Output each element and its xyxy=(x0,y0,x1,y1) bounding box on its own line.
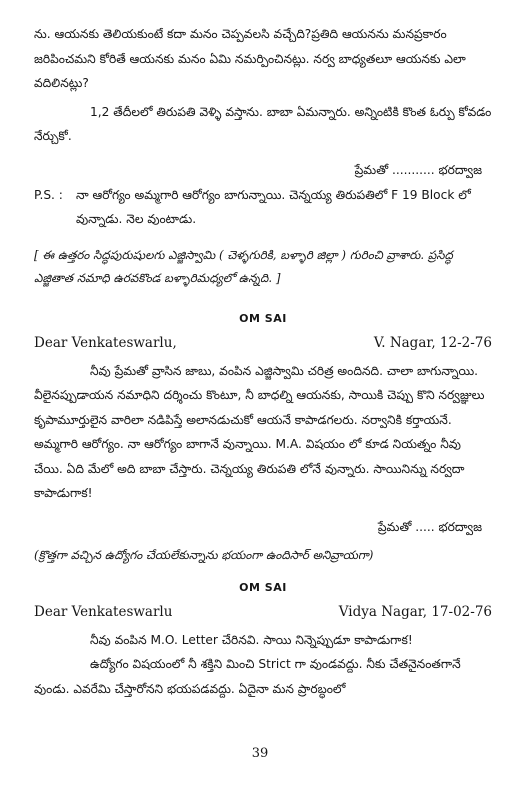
om-sai-heading-2: OM SAI xyxy=(239,580,287,594)
letter2-place-date: V. Nagar, 12-2-76 xyxy=(373,334,492,351)
om-sai-heading-1: OM SAI xyxy=(239,311,287,325)
letter1-body: ను. ఆయనకు తెలియకుంటే కదా మనం చెప్పవలసి వచ్చేది?ప్రతిది ఆయనను మనప్రకారం జరిపించమని కోరితే ఆయనకు మనం ఏమి నమర్పించినట్లు. నర్వ బాధ్యతలూ ఆయనకు ఎలా వదిలినట్లు? xyxy=(34,27,466,90)
postscript xyxy=(34,183,492,232)
letter3-place-date: Vidya Nagar, 17-02-76 xyxy=(338,603,492,620)
letter3-paragraph-2: ఉద్యోగం విషయంలో నీ శక్తిని మించి Strict గా వుండవద్దు. నీకు చేతనైనంతగానే వుండు. ఎవరేమి చేస్తారోనని భయపడవద్దు. ఏదైనా మన ప్రారబ్ధంలో xyxy=(34,657,461,696)
page-number: 39 xyxy=(251,746,269,761)
editorial-note-2: (క్రొత్తగా వచ్చిన ఉద్యోగం చేయలేకున్నాను భయంగా ఉందిసార్ అనివ్రాయగా) xyxy=(34,547,374,562)
postscript-label: P.S. : xyxy=(34,187,63,202)
letter2-body: నీవు ప్రేమతో వ్రాసిన జాబు, వంపిన ఎజ్జిస్వామి చరిత్ర అందినది. చాలా బాగున్నాయి. వీలైనప్పుడాయన నమాధిని దర్శించు కొంటూ, నీ బాధల్ని ఆయనకు, సాయికి చెప్పు కొని నర్వజ్ఞులు కృపామూర్తులైన వారిలా నడిపిస్తే అలానడుచుకో ఆయనే కాపాడగలరు. నర్వానికి కర్తాయనే. అమ్మగారి ఆరోగ్యం. నా ఆరోగ్యం బాగానే వున్నాయి. M.A. విషయం లో కూడ నియత్నం నీవు చేయి. ఏది మేలో అది బాబా చేస్తారు. చెన్నయ్య తిరుపతి లోనే వున్నారు. సాయినిన్ను నర్వదా కాపాడుగాక! xyxy=(34,363,485,500)
letter3-salutation-row xyxy=(34,600,492,624)
letter1-signature: ప్రేమతో ........... భరద్వాజ xyxy=(354,162,482,177)
letter2-salutation-row xyxy=(34,331,492,355)
editorial-note-1: [ ఈ ఉత్తరం సిద్ధపురుషులగు ఎజ్జిస్వామి ( చెళ్ళగురికి, బళ్ళారి జిల్లా ) గురించి వ్రాశారు. ప్రసిద్ధ ఎజ్జితాత నమాధి ఉరవకొండ బళ్ళారిమధ్యలో ఉన్నది. ] xyxy=(34,247,453,285)
postscript-text: నా ఆరోగ్యం అమ్మగారి ఆరోగ్యం బాగున్నాయి. చెన్నయ్య తిరుపతిలో F 19 Block లో వున్నాడు. నెల వుంటాడు. xyxy=(76,187,471,226)
letter2-salutation: Dear Venkateswarlu, xyxy=(34,334,177,351)
letter3-salutation: Dear Venkateswarlu xyxy=(34,603,173,620)
letter1-paragraph-2: 1,2 తేదీలలో తిరుపతి వెళ్ళి వస్తాను. బాబా ఏమన్నారు. అన్నింటికి కొంత ఓర్పు కోవడం నేర్చుకో. xyxy=(34,104,492,143)
letter2-signature: ప్రేమతో ..... భరద్వాజ xyxy=(377,519,482,534)
letter3-paragraph-1: నీవు వంపిన M.O. Letter చేరినవి. సాయి నిన్నెప్పుడూ కాపాడుగాక! xyxy=(90,632,413,647)
